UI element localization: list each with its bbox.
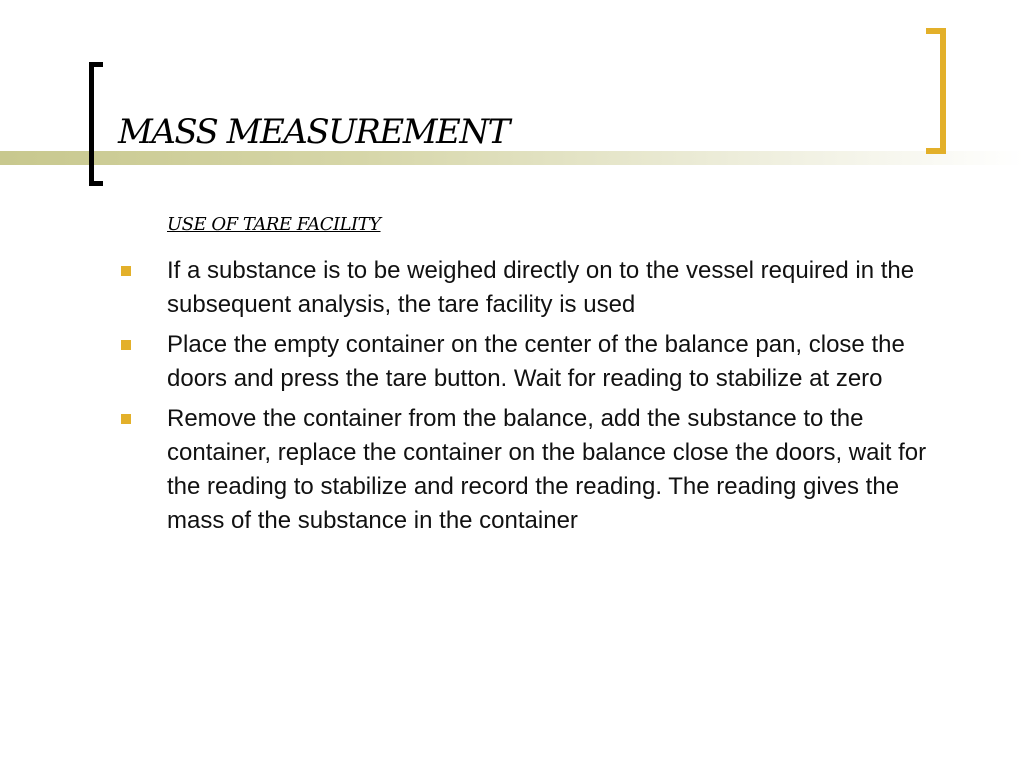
title-underline-rule xyxy=(0,151,1024,165)
square-bullet-icon xyxy=(121,266,131,276)
bullet-item xyxy=(117,254,937,322)
bullet-text: Place the empty container on the center of the balance pan, close the doors and press the tare button. Wait for reading to stabilize at zero xyxy=(167,331,905,392)
slide-subtitle: USE OF TARE FACILITY xyxy=(167,214,381,235)
square-bullet-icon xyxy=(121,414,131,424)
bullet-list xyxy=(117,254,937,544)
right-bracket-decoration xyxy=(926,28,946,154)
bullet-item xyxy=(117,402,937,538)
square-bullet-icon xyxy=(121,340,131,350)
slide-title: MASS MEASUREMENT xyxy=(118,112,509,152)
bullet-text: If a substance is to be weighed directly on to the vessel required in the subsequent analysis, the tare facility is used xyxy=(167,257,915,318)
bullet-text: Remove the container from the balance, add the substance to the container, replace the container on the balance close the doors, wait for the reading to stabilize and record the reading. The reading gives the mass of the substance in the container xyxy=(167,405,927,534)
left-bracket-decoration xyxy=(89,62,103,186)
bullet-item xyxy=(117,328,937,396)
